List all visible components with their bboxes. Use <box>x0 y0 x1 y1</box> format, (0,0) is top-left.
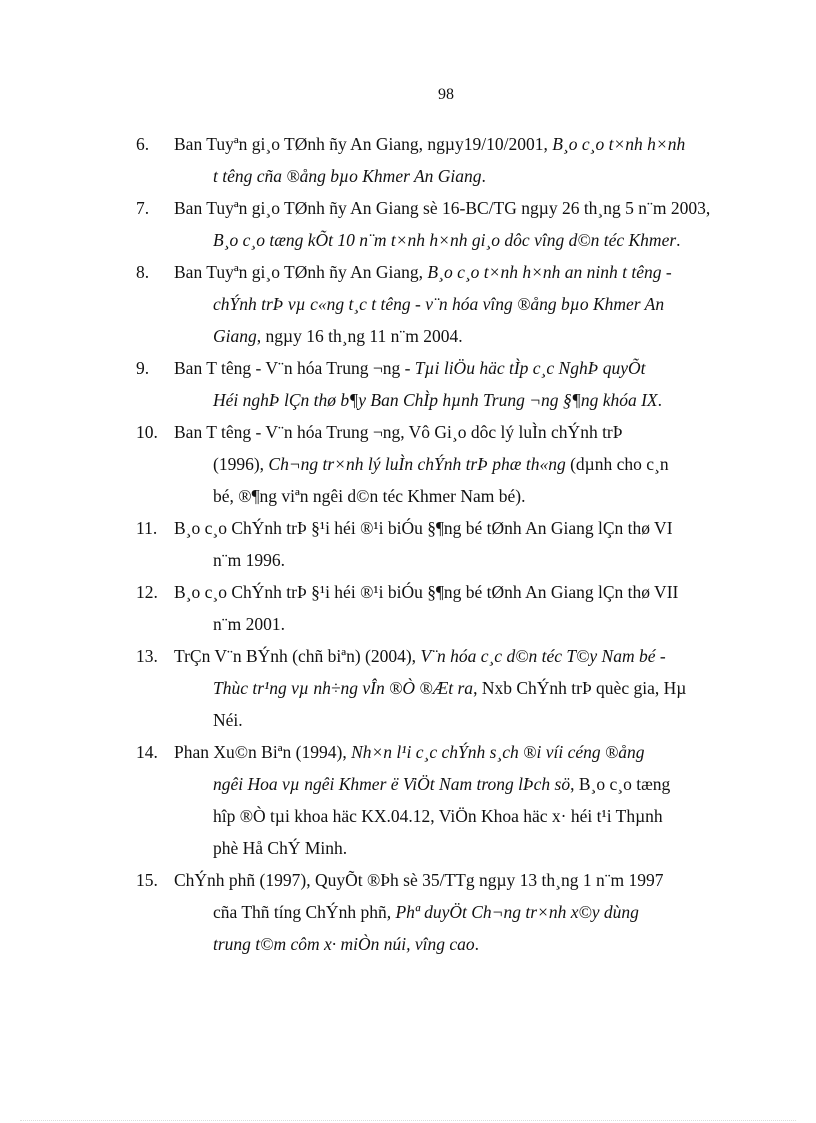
plain-text: Ban Tuyªn gi¸o TØnh ñy An Giang, <box>174 262 428 282</box>
plain-text: Ban Tuyªn gi¸o TØnh ñy An Giang, ngµy19/10/2001, <box>174 134 553 154</box>
reference-line <box>174 256 740 288</box>
reference-line <box>174 480 740 512</box>
italic-title-text: Héi nghÞ lÇn thø b¶y Ban ChÌp hµnh Trung ¬ng §¶ng khóa IX <box>213 390 658 410</box>
plain-text: . <box>657 390 662 410</box>
plain-text: cña Thñ tíng ChÝnh phñ <box>213 902 387 922</box>
reference-list <box>0 128 816 960</box>
plain-text: hîp ®Ò tµi khoa häc KX.04.12, ViÖn Khoa häc x· héi t¹i Thµnh <box>213 806 663 826</box>
reference-item <box>0 256 816 352</box>
reference-text <box>174 352 740 416</box>
reference-item <box>0 640 816 736</box>
plain-text: Phan Xu©n Biªn (1994), <box>174 742 352 762</box>
reference-text <box>174 128 740 192</box>
reference-text <box>174 256 740 352</box>
italic-title-text: Thùc tr¹ng vµ nh÷ng vÎn ®Ò ®Æt ra <box>213 678 474 698</box>
reference-item <box>0 192 816 256</box>
plain-text: . <box>474 934 480 954</box>
plain-text: . <box>676 230 681 250</box>
italic-title-text: ngêi Hoa vµ ngêi Khmer ë ViÖt Nam trong lÞch sö <box>213 774 571 794</box>
reference-number: 7. <box>136 198 150 218</box>
reference-line <box>174 320 740 352</box>
reference-line <box>174 192 740 224</box>
plain-text: Néi. <box>213 710 243 730</box>
italic-title-text: B¸o c¸o t×nh h×nh an ninh t têng - <box>427 262 672 282</box>
plain-text: Ban T têng - V¨n hóa Trung ¬ng, Vô Gi¸o dôc lý luÌn chÝnh trÞ <box>174 422 623 442</box>
italic-title-text: V¨n hóa c¸c d©n téc T©y Nam bé - <box>420 646 666 666</box>
reference-number: 9. <box>136 358 150 378</box>
reference-line <box>174 864 740 896</box>
reference-line <box>174 352 740 384</box>
reference-line <box>174 640 740 672</box>
italic-title-text: trung t©m côm x· miÒn núi, vîng cao <box>213 934 475 954</box>
italic-title-text: B¸o c¸o tæng kÕt 10 n¨m t×nh h×nh gi¸o dôc vîng d©n téc Khmer <box>213 230 677 250</box>
reference-item <box>0 512 816 576</box>
plain-text: B¸o c¸o ChÝnh trÞ §¹i héi ®¹i biÓu §¶ng bé tØnh An Giang lÇn thø VII <box>174 582 679 602</box>
plain-text: n¨m 2001. <box>213 614 285 634</box>
reference-item <box>0 736 816 864</box>
reference-number: 14. <box>136 742 158 762</box>
reference-line <box>174 160 740 192</box>
reference-line <box>174 224 740 256</box>
italic-title-text: Ch¬ng tr×nh lý luÌn chÝnh trÞ phæ th«ng <box>268 454 566 474</box>
reference-line <box>174 704 740 736</box>
italic-title-text: chÝnh trÞ vµ c«ng t¸c t têng - v¨n hóa vîng ®ång bµo Khmer An <box>213 294 665 314</box>
plain-text: Ban Tuyªn gi¸o TØnh ñy An Giang sè 16-BC/TG ngµy 26 th¸ng 5 n¨m 2003, <box>174 198 711 218</box>
reference-text <box>174 864 740 960</box>
reference-number: 6. <box>136 134 150 154</box>
reference-line <box>174 416 740 448</box>
reference-line <box>174 128 740 160</box>
italic-title-text: , Phª duyÖt Ch¬ng tr×nh x©y dùng <box>386 902 639 922</box>
reference-line <box>174 544 740 576</box>
reference-line <box>174 768 740 800</box>
reference-line <box>174 832 740 864</box>
reference-number: 11. <box>136 518 158 538</box>
reference-line <box>174 448 740 480</box>
italic-title-text: Nh×n l¹i c¸c chÝnh s¸ch ®i víi céng ®ång <box>351 742 645 762</box>
plain-text: B¸o c¸o ChÝnh trÞ §¹i héi ®¹i biÓu §¶ng bé tØnh An Giang lÇn thø VI <box>174 518 673 538</box>
plain-text: (1996), <box>213 454 269 474</box>
reference-line <box>174 672 740 704</box>
reference-text <box>174 640 740 736</box>
page-number: 98 <box>438 86 454 103</box>
plain-text: , ngµy 16 th¸ng 11 n¨m 2004. <box>256 326 463 346</box>
plain-text: phè Hå ChÝ Minh. <box>213 838 348 858</box>
plain-text: , B¸o c¸o tæng <box>570 774 671 794</box>
reference-line <box>174 512 740 544</box>
reference-number: 15. <box>136 870 158 890</box>
reference-text <box>174 512 740 576</box>
plain-text: TrÇn V¨n BÝnh (chñ biªn) (2004), <box>174 646 421 666</box>
plain-text: . <box>481 166 486 186</box>
reference-number: 8. <box>136 262 150 282</box>
reference-item <box>0 128 816 192</box>
reference-line <box>174 896 740 928</box>
reference-item <box>0 576 816 640</box>
reference-line <box>174 928 740 960</box>
reference-text <box>174 416 740 512</box>
reference-line <box>174 736 740 768</box>
plain-text: Ban T têng - V¨n hóa Trung ¬ng - <box>174 358 415 378</box>
plain-text: ChÝnh phñ (1997), QuyÕt ®Þh sè 35/TTg ngµy 13 th¸ng 1 n¨m 1997 <box>174 870 664 890</box>
plain-text: (dµnh cho c¸n <box>565 454 669 474</box>
reference-line <box>174 384 740 416</box>
plain-text: bé, ®¶ng viªn ngêi d©n téc Khmer Nam bé). <box>213 486 526 506</box>
italic-title-text: B¸o c¸o t×nh h×nh <box>552 134 686 154</box>
reference-text <box>174 576 740 640</box>
reference-number: 12. <box>136 582 158 602</box>
italic-title-text: Giang <box>213 326 257 346</box>
reference-item <box>0 416 816 512</box>
reference-number: 13. <box>136 646 158 666</box>
reference-text <box>174 192 740 256</box>
reference-line <box>174 576 740 608</box>
reference-number: 10. <box>136 422 158 442</box>
italic-title-text: Tµi liÖu häc tÌp c¸c NghÞ quyÕt <box>414 358 646 378</box>
italic-title-text: t têng cña ®ång bµo Khmer An Giang <box>213 166 482 186</box>
plain-text: n¨m 1996. <box>213 550 285 570</box>
reference-item <box>0 864 816 960</box>
page-bottom-rule <box>20 1120 796 1121</box>
reference-text <box>174 736 740 864</box>
reference-item <box>0 352 816 416</box>
reference-line <box>174 288 740 320</box>
plain-text: , Nxb ChÝnh trÞ quèc gia, Hµ <box>473 678 687 698</box>
reference-line <box>174 800 740 832</box>
reference-line <box>174 608 740 640</box>
